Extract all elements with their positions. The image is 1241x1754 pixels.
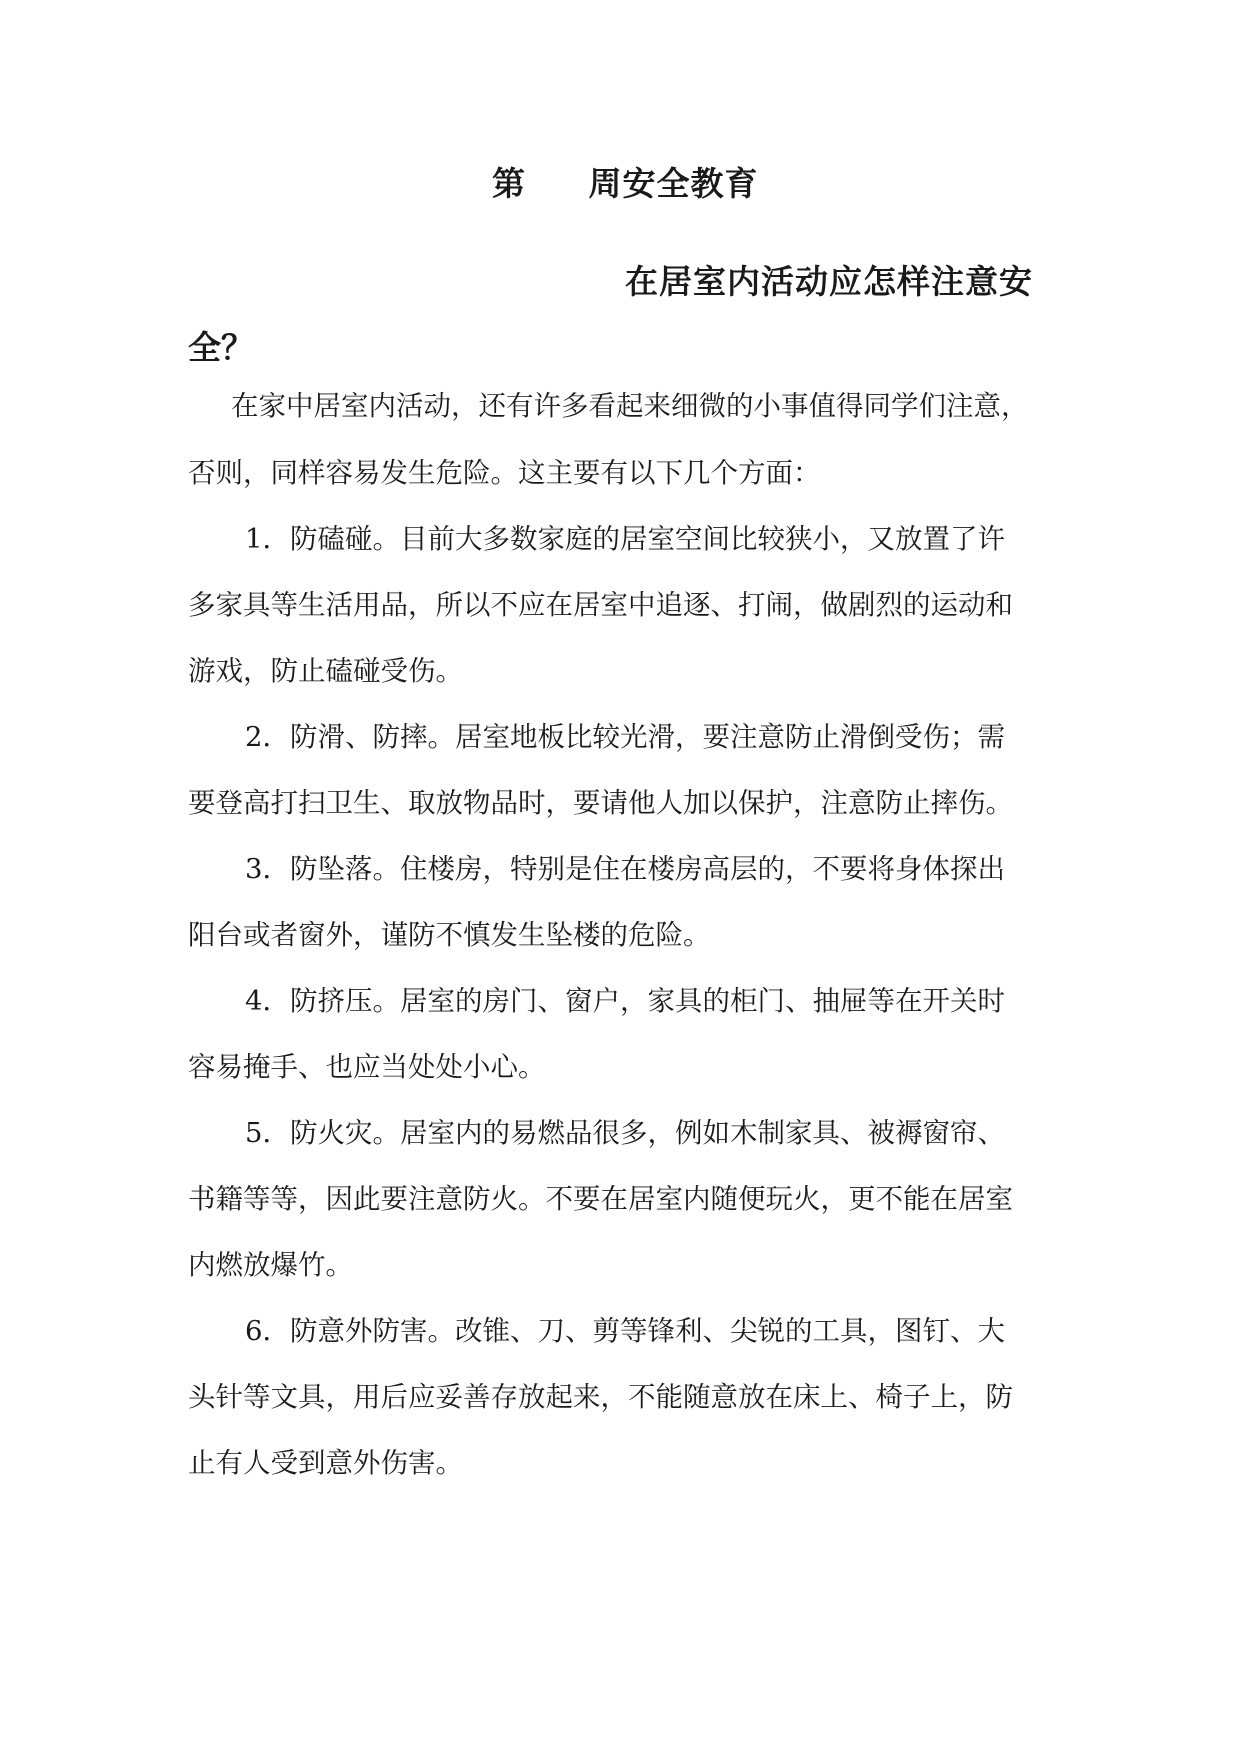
- item3-line-1: 3．防坠落。住楼房，特别是住在楼房高层的，不要将身体探出: [245, 853, 1005, 885]
- intro-line-1: 在家中居室内活动，还有许多看起来细微的小事值得同学们注意，: [231, 390, 1029, 422]
- item1-line-2: 多家具等生活用品，所以不应在居室中追逐、打闹，做剧烈的运动和: [188, 589, 1013, 621]
- section-heading-part2: 全？: [188, 328, 254, 367]
- item2-line-2: 要登高打扫卫生、取放物品时，要请他人加以保护，注意防止摔伤。: [188, 787, 1013, 819]
- item6-line-3: 止有人受到意外伤害。: [188, 1447, 463, 1479]
- page-title: 第 周安全教育: [492, 164, 759, 203]
- item5-line-1: 5．防火灾。居室内的易燃品很多，例如木制家具、被褥窗帘、: [245, 1117, 1005, 1149]
- item1-line-1: 1．防磕碰。目前大多数家庭的居室空间比较狭小，又放置了许: [245, 523, 1005, 555]
- item6-line-2: 头针等文具，用后应妥善存放起来，不能随意放在床上、椅子上，防: [188, 1381, 1013, 1413]
- item6-line-1: 6．防意外防害。改锥、刀、剪等锋利、尖锐的工具，图钉、大: [245, 1315, 1005, 1347]
- item5-line-2: 书籍等等，因此要注意防火。不要在居室内随便玩火，更不能在居室: [188, 1183, 1013, 1215]
- item4-line-2: 容易掩手、也应当处处小心。: [188, 1051, 546, 1083]
- item5-line-3: 内燃放爆竹。: [188, 1249, 353, 1281]
- item3-line-2: 阳台或者窗外，谨防不慎发生坠楼的危险。: [188, 919, 711, 951]
- intro-line-2: 否则，同样容易发生危险。这主要有以下几个方面：: [188, 457, 821, 489]
- item1-line-3: 游戏，防止磕碰受伤。: [188, 655, 463, 687]
- item2-line-1: 2．防滑、防摔。居室地板比较光滑，要注意防止滑倒受伤；需: [245, 721, 1005, 753]
- section-heading-part1: 在居室内活动应怎样注意安: [625, 262, 1033, 301]
- item4-line-1: 4．防挤压。居室的房门、窗户，家具的柜门、抽屉等在开关时: [245, 985, 1005, 1017]
